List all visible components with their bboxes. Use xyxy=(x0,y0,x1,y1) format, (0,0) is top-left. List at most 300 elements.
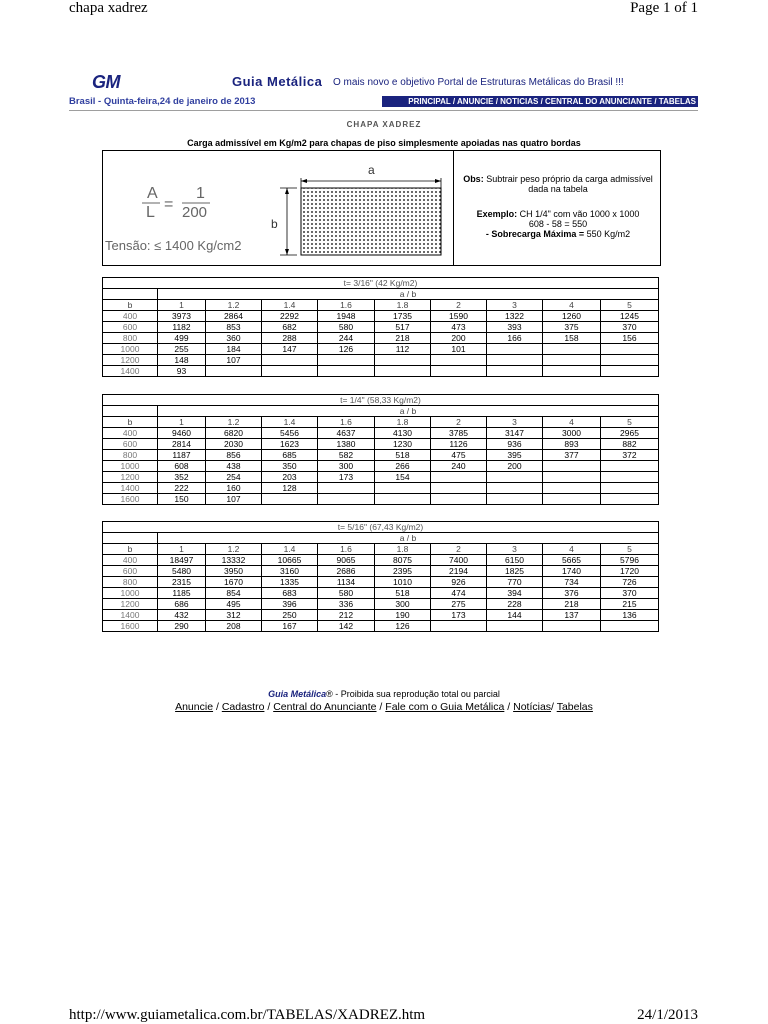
table-cell: 517 xyxy=(375,322,431,333)
table-ab-label: a / b xyxy=(158,406,659,417)
table-row xyxy=(103,461,659,472)
row-label: 1400 xyxy=(103,483,158,494)
row-label: 1200 xyxy=(103,599,158,610)
table-cell xyxy=(262,366,318,377)
obs-note xyxy=(456,174,660,194)
table-cell: 6820 xyxy=(206,428,262,439)
table-cell: 376 xyxy=(543,588,601,599)
table-cell: 203 xyxy=(262,472,318,483)
table-cell: 250 xyxy=(262,610,318,621)
table-cell: 1720 xyxy=(601,566,659,577)
table-header-row xyxy=(103,300,659,311)
table-cell xyxy=(206,366,262,377)
obs-label: Obs: xyxy=(463,174,484,184)
row-label: 1600 xyxy=(103,621,158,632)
footer-link-separator: / xyxy=(551,701,557,713)
table-cell xyxy=(431,621,487,632)
column-header: 2 xyxy=(431,544,487,555)
table-cell: 377 xyxy=(543,450,601,461)
table-row xyxy=(103,355,659,366)
table-cell: 394 xyxy=(487,588,543,599)
table-row xyxy=(103,588,659,599)
table-cell xyxy=(543,472,601,483)
table-cell: 9065 xyxy=(318,555,375,566)
load-table-1-4 xyxy=(102,394,659,505)
table-cell: 158 xyxy=(543,333,601,344)
table-cell: 218 xyxy=(543,599,601,610)
footer-link-tabelas[interactable]: Tabelas xyxy=(556,701,593,713)
table-row xyxy=(103,483,659,494)
table-cell xyxy=(543,461,601,472)
table-cell xyxy=(601,366,659,377)
table-cell xyxy=(262,355,318,366)
table-cell: 1322 xyxy=(487,311,543,322)
table-row xyxy=(103,450,659,461)
table-cell: 128 xyxy=(262,483,318,494)
table-cell xyxy=(543,344,601,355)
table-cell xyxy=(487,494,543,505)
column-header: 5 xyxy=(601,300,659,311)
table-cell: 4130 xyxy=(375,428,431,439)
table-b-label: b xyxy=(103,544,158,555)
table-cell: 1185 xyxy=(158,588,206,599)
table-cell: 726 xyxy=(601,577,659,588)
table-cell: 2965 xyxy=(601,428,659,439)
table-cell: 375 xyxy=(543,322,601,333)
footer-links xyxy=(0,701,768,713)
table-title: t= 1/4" (58,33 Kg/m2) xyxy=(103,395,659,406)
table-cell: 518 xyxy=(375,588,431,599)
table-cell xyxy=(601,344,659,355)
table-row xyxy=(103,333,659,344)
table-cell: 136 xyxy=(601,610,659,621)
table-cell: 882 xyxy=(601,439,659,450)
table-cell xyxy=(487,472,543,483)
print-header-title: chapa xadrez xyxy=(69,0,148,16)
table-caption: Carga admissível em Kg/m2 para chapas de piso simplesmente apoiadas nas quatro bordas xyxy=(187,138,581,148)
column-header: 1.2 xyxy=(206,300,262,311)
row-label: 600 xyxy=(103,322,158,333)
table-cell xyxy=(487,621,543,632)
table-cell: 150 xyxy=(158,494,206,505)
table-cell: 926 xyxy=(431,577,487,588)
column-header: 4 xyxy=(543,300,601,311)
column-header: 5 xyxy=(601,544,659,555)
table-cell xyxy=(543,366,601,377)
table-cell: 1623 xyxy=(262,439,318,450)
table-cell: 352 xyxy=(158,472,206,483)
table-cell: 5796 xyxy=(601,555,659,566)
footer-link-central-do-anunciante[interactable]: Central do Anunciante xyxy=(273,701,377,713)
table-cell: 495 xyxy=(206,599,262,610)
table-ab-row xyxy=(103,533,659,544)
table-cell: 350 xyxy=(262,461,318,472)
table-cell: 154 xyxy=(375,472,431,483)
table-cell: 1260 xyxy=(543,311,601,322)
table-cell: 1948 xyxy=(318,311,375,322)
print-page-number: Page 1 of 1 xyxy=(630,0,698,16)
formula-equals: = xyxy=(164,196,174,213)
table-b-label: b xyxy=(103,300,158,311)
table-cell xyxy=(543,494,601,505)
sobrecarga-value: 550 Kg/m2 xyxy=(586,229,631,239)
row-label: 400 xyxy=(103,428,158,439)
row-label: 1400 xyxy=(103,610,158,621)
footer-link-separator: / xyxy=(504,701,514,713)
table-cell: 288 xyxy=(262,333,318,344)
table-cell: 734 xyxy=(543,577,601,588)
table-cell: 4637 xyxy=(318,428,375,439)
table-cell: 1590 xyxy=(431,311,487,322)
table-cell: 208 xyxy=(206,621,262,632)
footer-notice: - Proibida sua reprodução total ou parcial xyxy=(332,689,500,699)
table-cell: 112 xyxy=(375,344,431,355)
table-cell: 10665 xyxy=(262,555,318,566)
footer-reg: ® xyxy=(326,689,333,699)
table-cell: 2686 xyxy=(318,566,375,577)
table-cell: 212 xyxy=(318,610,375,621)
table-cell: 395 xyxy=(487,450,543,461)
table-cell: 582 xyxy=(318,450,375,461)
table-cell xyxy=(487,355,543,366)
table-ab-label: a / b xyxy=(158,533,659,544)
table-cell: 1230 xyxy=(375,439,431,450)
table-cell: 9460 xyxy=(158,428,206,439)
table-cell: 3973 xyxy=(158,311,206,322)
table-cell xyxy=(601,494,659,505)
table-row xyxy=(103,311,659,322)
table-cell: 200 xyxy=(487,461,543,472)
row-label: 800 xyxy=(103,450,158,461)
table-cell: 473 xyxy=(431,322,487,333)
table-cell: 2194 xyxy=(431,566,487,577)
row-label: 400 xyxy=(103,311,158,322)
table-cell: 3160 xyxy=(262,566,318,577)
footer-brand: Guia Metálica xyxy=(268,689,327,699)
table-row xyxy=(103,428,659,439)
table-cell: 290 xyxy=(158,621,206,632)
column-header: 1 xyxy=(158,544,206,555)
table-cell: 5665 xyxy=(543,555,601,566)
table-row xyxy=(103,566,659,577)
table-cell: 686 xyxy=(158,599,206,610)
table-cell: 1134 xyxy=(318,577,375,588)
table-cell: 608 xyxy=(158,461,206,472)
table-cell: 1182 xyxy=(158,322,206,333)
table-cell: 18497 xyxy=(158,555,206,566)
column-header: 1.2 xyxy=(206,544,262,555)
table-cell: 438 xyxy=(206,461,262,472)
table-cell: 173 xyxy=(318,472,375,483)
table-cell: 685 xyxy=(262,450,318,461)
table-cell xyxy=(601,621,659,632)
table-header-row xyxy=(103,544,659,555)
site-tagline: O mais novo e objetivo Portal de Estruturas Metálicas do Brasil !!! xyxy=(333,77,624,88)
table-cell: 475 xyxy=(431,450,487,461)
column-header: 3 xyxy=(487,300,543,311)
formula-l: L xyxy=(146,204,155,221)
example-text: CH 1/4" com vão 1000 x 1000 xyxy=(519,209,640,219)
column-header: 4 xyxy=(543,417,601,428)
table-cell: 156 xyxy=(601,333,659,344)
table-cell: 1335 xyxy=(262,577,318,588)
table-cell xyxy=(375,355,431,366)
table-cell: 142 xyxy=(318,621,375,632)
table-cell xyxy=(487,344,543,355)
load-table-5-16 xyxy=(102,521,659,632)
column-header: 2 xyxy=(431,417,487,428)
table-cell: 1010 xyxy=(375,577,431,588)
column-header: 1.6 xyxy=(318,544,375,555)
table-cell: 499 xyxy=(158,333,206,344)
table-cell xyxy=(601,472,659,483)
header-divider xyxy=(69,110,698,111)
row-label: 1000 xyxy=(103,588,158,599)
footer-link-separator: / xyxy=(376,701,386,713)
table-cell: 396 xyxy=(262,599,318,610)
table-cell: 372 xyxy=(601,450,659,461)
load-table-3-16 xyxy=(102,277,659,377)
table-cell xyxy=(543,621,601,632)
column-header: 1.4 xyxy=(262,300,318,311)
table-ab-label: a / b xyxy=(158,289,659,300)
table-corner-cell xyxy=(103,406,158,417)
table-cell: 1825 xyxy=(487,566,543,577)
table-cell: 393 xyxy=(487,322,543,333)
footer-link-cadastro[interactable]: Cadastro xyxy=(221,701,265,713)
table-cell xyxy=(375,494,431,505)
table-cell xyxy=(601,461,659,472)
table-cell: 432 xyxy=(158,610,206,621)
table-cell xyxy=(318,366,375,377)
table-cell: 184 xyxy=(206,344,262,355)
table-cell: 148 xyxy=(158,355,206,366)
column-header: 1 xyxy=(158,300,206,311)
footer-copyright xyxy=(0,689,768,699)
table-cell: 144 xyxy=(487,610,543,621)
table-cell: 190 xyxy=(375,610,431,621)
table-cell: 7400 xyxy=(431,555,487,566)
dimension-a-label: a xyxy=(368,163,375,177)
column-header: 5 xyxy=(601,417,659,428)
table-cell xyxy=(431,494,487,505)
table-cell xyxy=(431,355,487,366)
table-cell: 370 xyxy=(601,322,659,333)
table-cell xyxy=(375,483,431,494)
table-row xyxy=(103,621,659,632)
table-cell xyxy=(431,366,487,377)
table-cell: 244 xyxy=(318,333,375,344)
table-corner-cell xyxy=(103,289,158,300)
table-cell: 93 xyxy=(158,366,206,377)
row-label: 1400 xyxy=(103,366,158,377)
table-cell: 228 xyxy=(487,599,543,610)
checkered-plate xyxy=(301,188,441,255)
current-date: Brasil - Quinta-feira,24 de janeiro de 2013 xyxy=(69,96,256,107)
example-calc: 608 - 58 = 550 xyxy=(528,219,588,229)
table-cell xyxy=(543,355,601,366)
table-cell: 167 xyxy=(262,621,318,632)
table-cell xyxy=(601,483,659,494)
table-cell xyxy=(318,483,375,494)
table-ab-row xyxy=(103,406,659,417)
table-cell: 683 xyxy=(262,588,318,599)
table-cell: 2864 xyxy=(206,311,262,322)
column-header: 3 xyxy=(487,417,543,428)
obs-text: Subtrair peso próprio da carga admissível dada na tabela xyxy=(486,174,653,194)
table-cell: 166 xyxy=(487,333,543,344)
page-title: CHAPA XADREZ xyxy=(346,120,422,129)
row-label: 1200 xyxy=(103,472,158,483)
table-cell: 215 xyxy=(601,599,659,610)
table-cell xyxy=(375,366,431,377)
table-cell: 893 xyxy=(543,439,601,450)
footer-link-anuncie[interactable]: Anuncie xyxy=(175,701,214,713)
table-cell xyxy=(601,355,659,366)
table-cell: 6150 xyxy=(487,555,543,566)
tensao-label: Tensão: ≤ 1400 Kg/cm2 xyxy=(105,238,242,253)
table-cell: 312 xyxy=(206,610,262,621)
table-row xyxy=(103,599,659,610)
footer-link-not-cias[interactable]: Notícias xyxy=(513,701,552,713)
table-cell: 474 xyxy=(431,588,487,599)
table-row xyxy=(103,577,659,588)
table-cell: 3785 xyxy=(431,428,487,439)
table-cell xyxy=(543,483,601,494)
column-header: 1.2 xyxy=(206,417,262,428)
column-header: 1.4 xyxy=(262,544,318,555)
table-cell: 1126 xyxy=(431,439,487,450)
table-title: t= 5/16" (67,43 Kg/m2) xyxy=(103,522,659,533)
site-logo[interactable]: GM xyxy=(92,72,120,92)
table-cell: 222 xyxy=(158,483,206,494)
table-corner-cell xyxy=(103,533,158,544)
table-cell: 254 xyxy=(206,472,262,483)
table-title: t= 3/16" (42 Kg/m2) xyxy=(103,278,659,289)
print-footer-date: 24/1/2013 xyxy=(637,1007,698,1023)
site-title: Guia Metálica xyxy=(232,74,323,89)
table-title-row xyxy=(103,278,659,289)
column-header: 1.8 xyxy=(375,300,431,311)
table-row xyxy=(103,322,659,333)
column-header: 3 xyxy=(487,544,543,555)
table-cell: 5480 xyxy=(158,566,206,577)
row-label: 400 xyxy=(103,555,158,566)
table-title-row xyxy=(103,522,659,533)
table-cell: 13332 xyxy=(206,555,262,566)
table-cell: 853 xyxy=(206,322,262,333)
table-cell: 854 xyxy=(206,588,262,599)
dimension-b-label: b xyxy=(271,217,278,231)
table-ab-row xyxy=(103,289,659,300)
example-label: Exemplo: xyxy=(476,209,518,219)
table-cell: 770 xyxy=(487,577,543,588)
table-cell xyxy=(431,483,487,494)
table-cell: 2395 xyxy=(375,566,431,577)
table-cell: 1187 xyxy=(158,450,206,461)
table-header-row xyxy=(103,417,659,428)
table-cell: 240 xyxy=(431,461,487,472)
table-row xyxy=(103,610,659,621)
table-cell: 360 xyxy=(206,333,262,344)
table-cell: 255 xyxy=(158,344,206,355)
table-cell: 2315 xyxy=(158,577,206,588)
table-cell: 580 xyxy=(318,322,375,333)
table-cell: 101 xyxy=(431,344,487,355)
table-cell: 300 xyxy=(318,461,375,472)
footer-link-separator: / xyxy=(264,701,274,713)
table-cell: 300 xyxy=(375,599,431,610)
table-cell: 147 xyxy=(262,344,318,355)
table-cell xyxy=(262,494,318,505)
table-cell xyxy=(487,483,543,494)
table-row xyxy=(103,555,659,566)
table-cell xyxy=(431,472,487,483)
table-cell: 2814 xyxy=(158,439,206,450)
table-cell: 1245 xyxy=(601,311,659,322)
footer-link-fale-com-o-guia-met-lica[interactable]: Fale com o Guia Metálica xyxy=(385,701,505,713)
table-row xyxy=(103,472,659,483)
example-note xyxy=(456,209,660,239)
table-cell: 126 xyxy=(375,621,431,632)
table-cell: 5456 xyxy=(262,428,318,439)
column-header: 1.4 xyxy=(262,417,318,428)
row-label: 1000 xyxy=(103,461,158,472)
formula-numerator: 1 xyxy=(196,185,205,202)
table-cell xyxy=(318,494,375,505)
table-cell: 275 xyxy=(431,599,487,610)
table-cell: 936 xyxy=(487,439,543,450)
row-label: 800 xyxy=(103,577,158,588)
table-cell: 3147 xyxy=(487,428,543,439)
table-cell: 1735 xyxy=(375,311,431,322)
table-cell: 107 xyxy=(206,355,262,366)
column-header: 2 xyxy=(431,300,487,311)
table-cell: 107 xyxy=(206,494,262,505)
table-cell: 336 xyxy=(318,599,375,610)
table-cell: 3000 xyxy=(543,428,601,439)
table-cell: 8075 xyxy=(375,555,431,566)
table-cell: 518 xyxy=(375,450,431,461)
table-cell: 1740 xyxy=(543,566,601,577)
table-cell: 370 xyxy=(601,588,659,599)
table-b-label: b xyxy=(103,417,158,428)
column-header: 1 xyxy=(158,417,206,428)
table-cell: 200 xyxy=(431,333,487,344)
table-row xyxy=(103,494,659,505)
table-cell: 580 xyxy=(318,588,375,599)
table-cell: 682 xyxy=(262,322,318,333)
row-label: 600 xyxy=(103,566,158,577)
formula-a: A xyxy=(147,185,158,202)
main-nav-bar[interactable]: PRINCIPAL / ANUNCIE / NOTICIAS / CENTRAL DO ANUNCIANTE / TABELAS xyxy=(382,96,698,107)
table-cell: 266 xyxy=(375,461,431,472)
column-header: 1.6 xyxy=(318,300,375,311)
sobrecarga-label: - Sobrecarga Máxima = xyxy=(485,229,585,239)
table-title-row xyxy=(103,395,659,406)
table-cell: 1380 xyxy=(318,439,375,450)
table-cell: 137 xyxy=(543,610,601,621)
formula-denominator: 200 xyxy=(182,204,208,221)
table-cell xyxy=(487,366,543,377)
table-cell: 2030 xyxy=(206,439,262,450)
table-row xyxy=(103,439,659,450)
footer-link-separator: / xyxy=(213,701,222,713)
table-cell xyxy=(318,355,375,366)
row-label: 1600 xyxy=(103,494,158,505)
table-cell: 160 xyxy=(206,483,262,494)
table-cell: 173 xyxy=(431,610,487,621)
